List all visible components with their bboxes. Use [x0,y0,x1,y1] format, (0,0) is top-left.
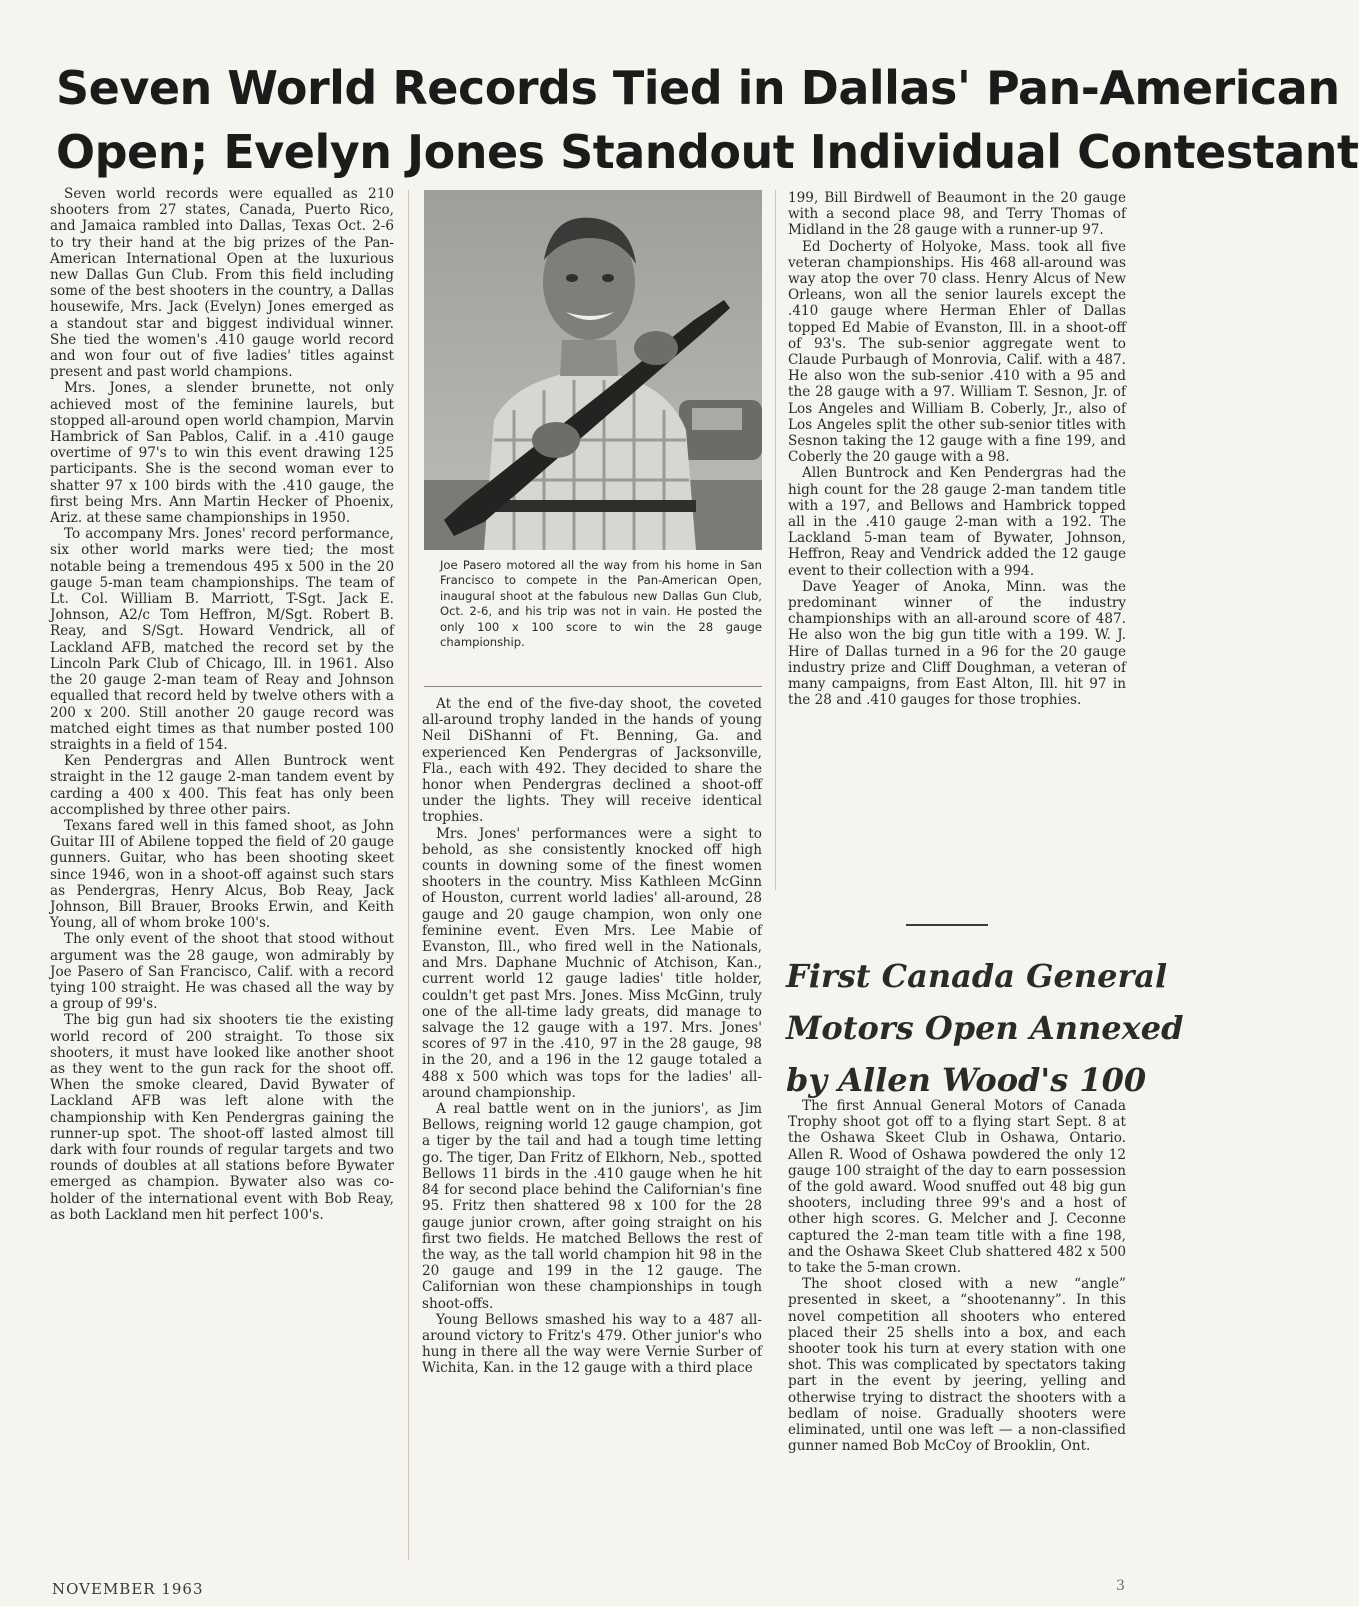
headline-line-2: Open; Evelyn Jones Standout Individual Contestant [56,125,1359,179]
column-divider [408,190,409,1560]
issue-date: NOVEMBER 1963 [52,1580,204,1598]
paragraph: A real battle went on in the juniors', as Jim Bellows, reigning world 12 gauge champion, got a tiger by the tail and had a tough time letting go. The tiger, Dan Fritz of Elkhorn, Neb., spotted Bellows 11 birds in the .410 gauge when he hit 84 for second place behind the Californian's fine 95. Fritz then shattered 98 x 100 for the 28 gauge junior crown, after going straight on his first two fields. He matched Bellows the rest of the way, as the tall world champion hit 98 in the 20 gauge and 199 in the 12 gauge. The Californian won these championships in tough shoot-offs. [422,1101,762,1312]
column-divider [775,190,776,890]
article-column-2 [422,696,762,1377]
article-column-3 [788,190,1126,709]
paragraph: Ken Pendergras and Allen Buntrock went straight in the 12 gauge 2-man tandem event by carding a 400 x 400. This feat has only been accomplished by three other pairs. [50,753,394,818]
paragraph: The first Annual General Motors of Canada Trophy shoot got off to a flying start Sept. 8 at the Oshawa Skeet Club in Oshawa, Ontario. Allen R. Wood of Oshawa powdered the only 12 gauge 100 straight of the day to earn possession of the gold award. Wood snuffed out 48 big gun shooters, including three 99's and a host of other high scores. G. Melcher and J. Ceconne captured the 2-man team title with a fine 198, and the Oshawa Skeet Club shattered 482 x 500 to take the 5-man crown. [788,1098,1126,1277]
photo-caption: Joe Pasero motored all the way from his home in San Francisco to compete in the Pan-American Open, inaugural shoot at the fabulous new Dallas Gun Club, Oct. 2-6, and his trip was not in vain. He posted the only 100 x 100 score to win the 28 gauge championship. [440,558,762,650]
sidebar-article [788,1098,1126,1454]
paragraph: Seven world records were equalled as 210 shooters from 27 states, Canada, Puerto Rico, and Jamaica rambled into Dallas, Texas Oct. 2-6 to try their hand at the big prizes of the Pan-American International Open at the luxurious new Dallas Gun Club. From this field including some of the best shooters in the country, a Dallas housewife, Mrs. Jack (Evelyn) Jones emerged as a standout star and biggest individual winner. She tied the women's .410 gauge world record and won four out of five ladies' titles against present and past world champions. [50,186,394,381]
page-number: 3 [1116,1578,1125,1594]
paragraph: 199, Bill Birdwell of Beaumont in the 20 gauge with a second place 98, and Terry Thomas of Midland in the 28 gauge with a runner-up 97. [788,190,1126,239]
paragraph: Mrs. Jones, a slender brunette, not only achieved most of the feminine laurels, but stopped all-around open world champion, Marvin Hambrick of San Pablos, Calif. in a .410 gauge overtime of 97's to win this event drawing 125 participants. She is the second woman ever to shatter 97 x 100 birds with the .410 gauge, the first being Mrs. Ann Martin Hecker of Phoenix, Ariz. at these same championships in 1950. [50,380,394,527]
article-column-1 [50,186,394,1223]
paragraph: Mrs. Jones' performances were a sight to behold, as she consistently knocked off high counts in downing some of the finest women shooters in the country. Miss Kathleen McGinn of Houston, current world ladies' all-around, 28 gauge and 20 gauge champion, won only one feminine event. Even Mrs. Lee Mabie of Evanston, Ill., who fired well in the Nationals, and Mrs. Daphane Muchnic of Atchison, Kan., current world 12 gauge ladies' title holder, couldn't get past Mrs. Jones. Miss McGinn, truly one of the all-time lady greats, did manage to salvage the 12 gauge with a 197. Mrs. Jones' scores of 97 in the .410, 97 in the 28 gauge, 98 in the 20, and a 196 in the 12 gauge totaled a 488 x 500 which was tops for the ladies' all-around championship. [422,825,762,1101]
photo-illustration [424,190,762,550]
paragraph: To accompany Mrs. Jones' record performance, six other world marks were tied; the most notable being a tremendous 495 x 500 in the 20 gauge 5-man team championships. The team of Lt. Col. William B. Marriott, T-Sgt. Jack E. Johnson, A2/c Tom Heffron, M/Sgt. Robert B. Reay, and S/Sgt. Howard Vendrick, all of Lackland AFB, matched the record set by the Lincoln Park Club of Chicago, Ill. in 1961. Also the 20 gauge 2-man team of Reay and Johnson equalled that record held by twelve others with a 200 x 200. Still another 20 gauge record was matched eight times as that number posted 100 straights in a field of 154. [50,526,394,753]
paragraph: The big gun had six shooters tie the existing world record of 200 straight. To those six shooters, it must have looked like another shoot as they went to the gun rack for the shoot off. When the smoke cleared, David Bywater of Lackland AFB was left alone with the championship with Ken Pendergras gaining the runner-up spot. The shoot-off lasted almost till dark with four rounds of regular targets and two rounds of doubles at all stations before Bywater emerged as champion. Bywater also was co-holder of the international event with Bob Reay, as both Lackland men hit perfect 100's. [50,1012,394,1223]
headline-line-1: Seven World Records Tied in Dallas' Pan-American [56,61,1340,115]
section-divider [906,924,988,926]
paragraph: The only event of the shoot that stood without argument was the 28 gauge, won admirably by Joe Pasero of San Francisco, Calif. with a record tying 100 straight. He was chased all the way by a group of 99's. [50,931,394,1013]
sidebar-headline-line-3: by Allen Wood's 100 [786,1061,1147,1099]
paragraph: Ed Docherty of Holyoke, Mass. took all five veteran championships. His 468 all-around was way atop the over 70 class. Henry Alcus of New Orleans, won all the senior laurels except the .410 gauge where Herman Ehler of Dallas topped Ed Mabie of Evanston, Ill. in a shoot-off of 93's. The sub-senior aggregate went to Claude Purbaugh of Monrovia, Calif. with a 487. He also won the sub-senior .410 with a 95 and the 28 gauge with a 97. William T. Sesnon, Jr. of Los Angeles and William B. Coberly, Jr., also of Los Angeles split the other sub-senior titles with Sesnon taking the 12 gauge with a fine 199, and Coberly the 20 gauge with a 98. [788,238,1126,466]
paragraph: Young Bellows smashed his way to a 487 all-around victory to Fritz's 479. Other junior's who hung in there all the way were Vernie Surber of Wichita, Kan. in the 12 gauge with a third place [422,1311,762,1377]
caption-rule [424,686,762,687]
paragraph: Allen Buntrock and Ken Pendergras had the high count for the 28 gauge 2-man tandem title with a 197, and Bellows and Hambrick topped all in the .410 gauge 2-man with a 192. The Lackland 5-man team of Bywater, Johnson, Heffron, Reay and Vendrick added the 12 gauge event to their collection with a 994. [788,465,1126,579]
paragraph: At the end of the five-day shoot, the coveted all-around trophy landed in the hands of young Neil DiShanni of Ft. Benning, Ga. and experienced Ken Pendergras of Jacksonville, Fla., each with 492. They decided to share the honor when Pendergras declined a shoot-off under the lights. They will receive identical trophies. [422,696,762,826]
sidebar-headline [786,950,1184,1106]
shooter-photo [424,190,762,550]
sidebar-headline-line-1: First Canada General [786,957,1168,995]
paragraph: Texans fared well in this famed shoot, as John Guitar III of Abilene topped the field of 20 gauge gunners. Guitar, who has been shooting skeet since 1946, won in a shoot-off against such stars as Pendergras, Henry Alcus, Bob Reay, Jack Johnson, Bill Brauer, Brooks Erwin, and Keith Young, all of whom broke 100's. [50,817,394,932]
sidebar-headline-line-2: Motors Open Annexed [786,1009,1184,1047]
paragraph: Dave Yeager of Anoka, Minn. was the predominant winner of the industry championships with an all-around score of 487. He also won the big gun title with a 199. W. J. Hire of Dallas turned in a 96 for the 20 gauge industry prize and Cliff Doughman, a veteran of many campaigns, from East Alton, Ill. hit 97 in the 28 and .410 gauges for those trophies. [788,578,1126,709]
paragraph: The shoot closed with a new “angle” presented in skeet, a “shootenanny”. In this novel competition all shooters who entered placed their 25 shells into a box, and each shooter took his turn at every station with one shot. This was complicated by spectators taking part in the event by jeering, yelling and otherwise trying to distract the shooters with a bedlam of noise. Gradually shooters were eliminated, until one was left — a non-classified gunner named Bob McCoy of Brooklin, Ont. [788,1276,1126,1455]
article-headline [56,56,1359,184]
